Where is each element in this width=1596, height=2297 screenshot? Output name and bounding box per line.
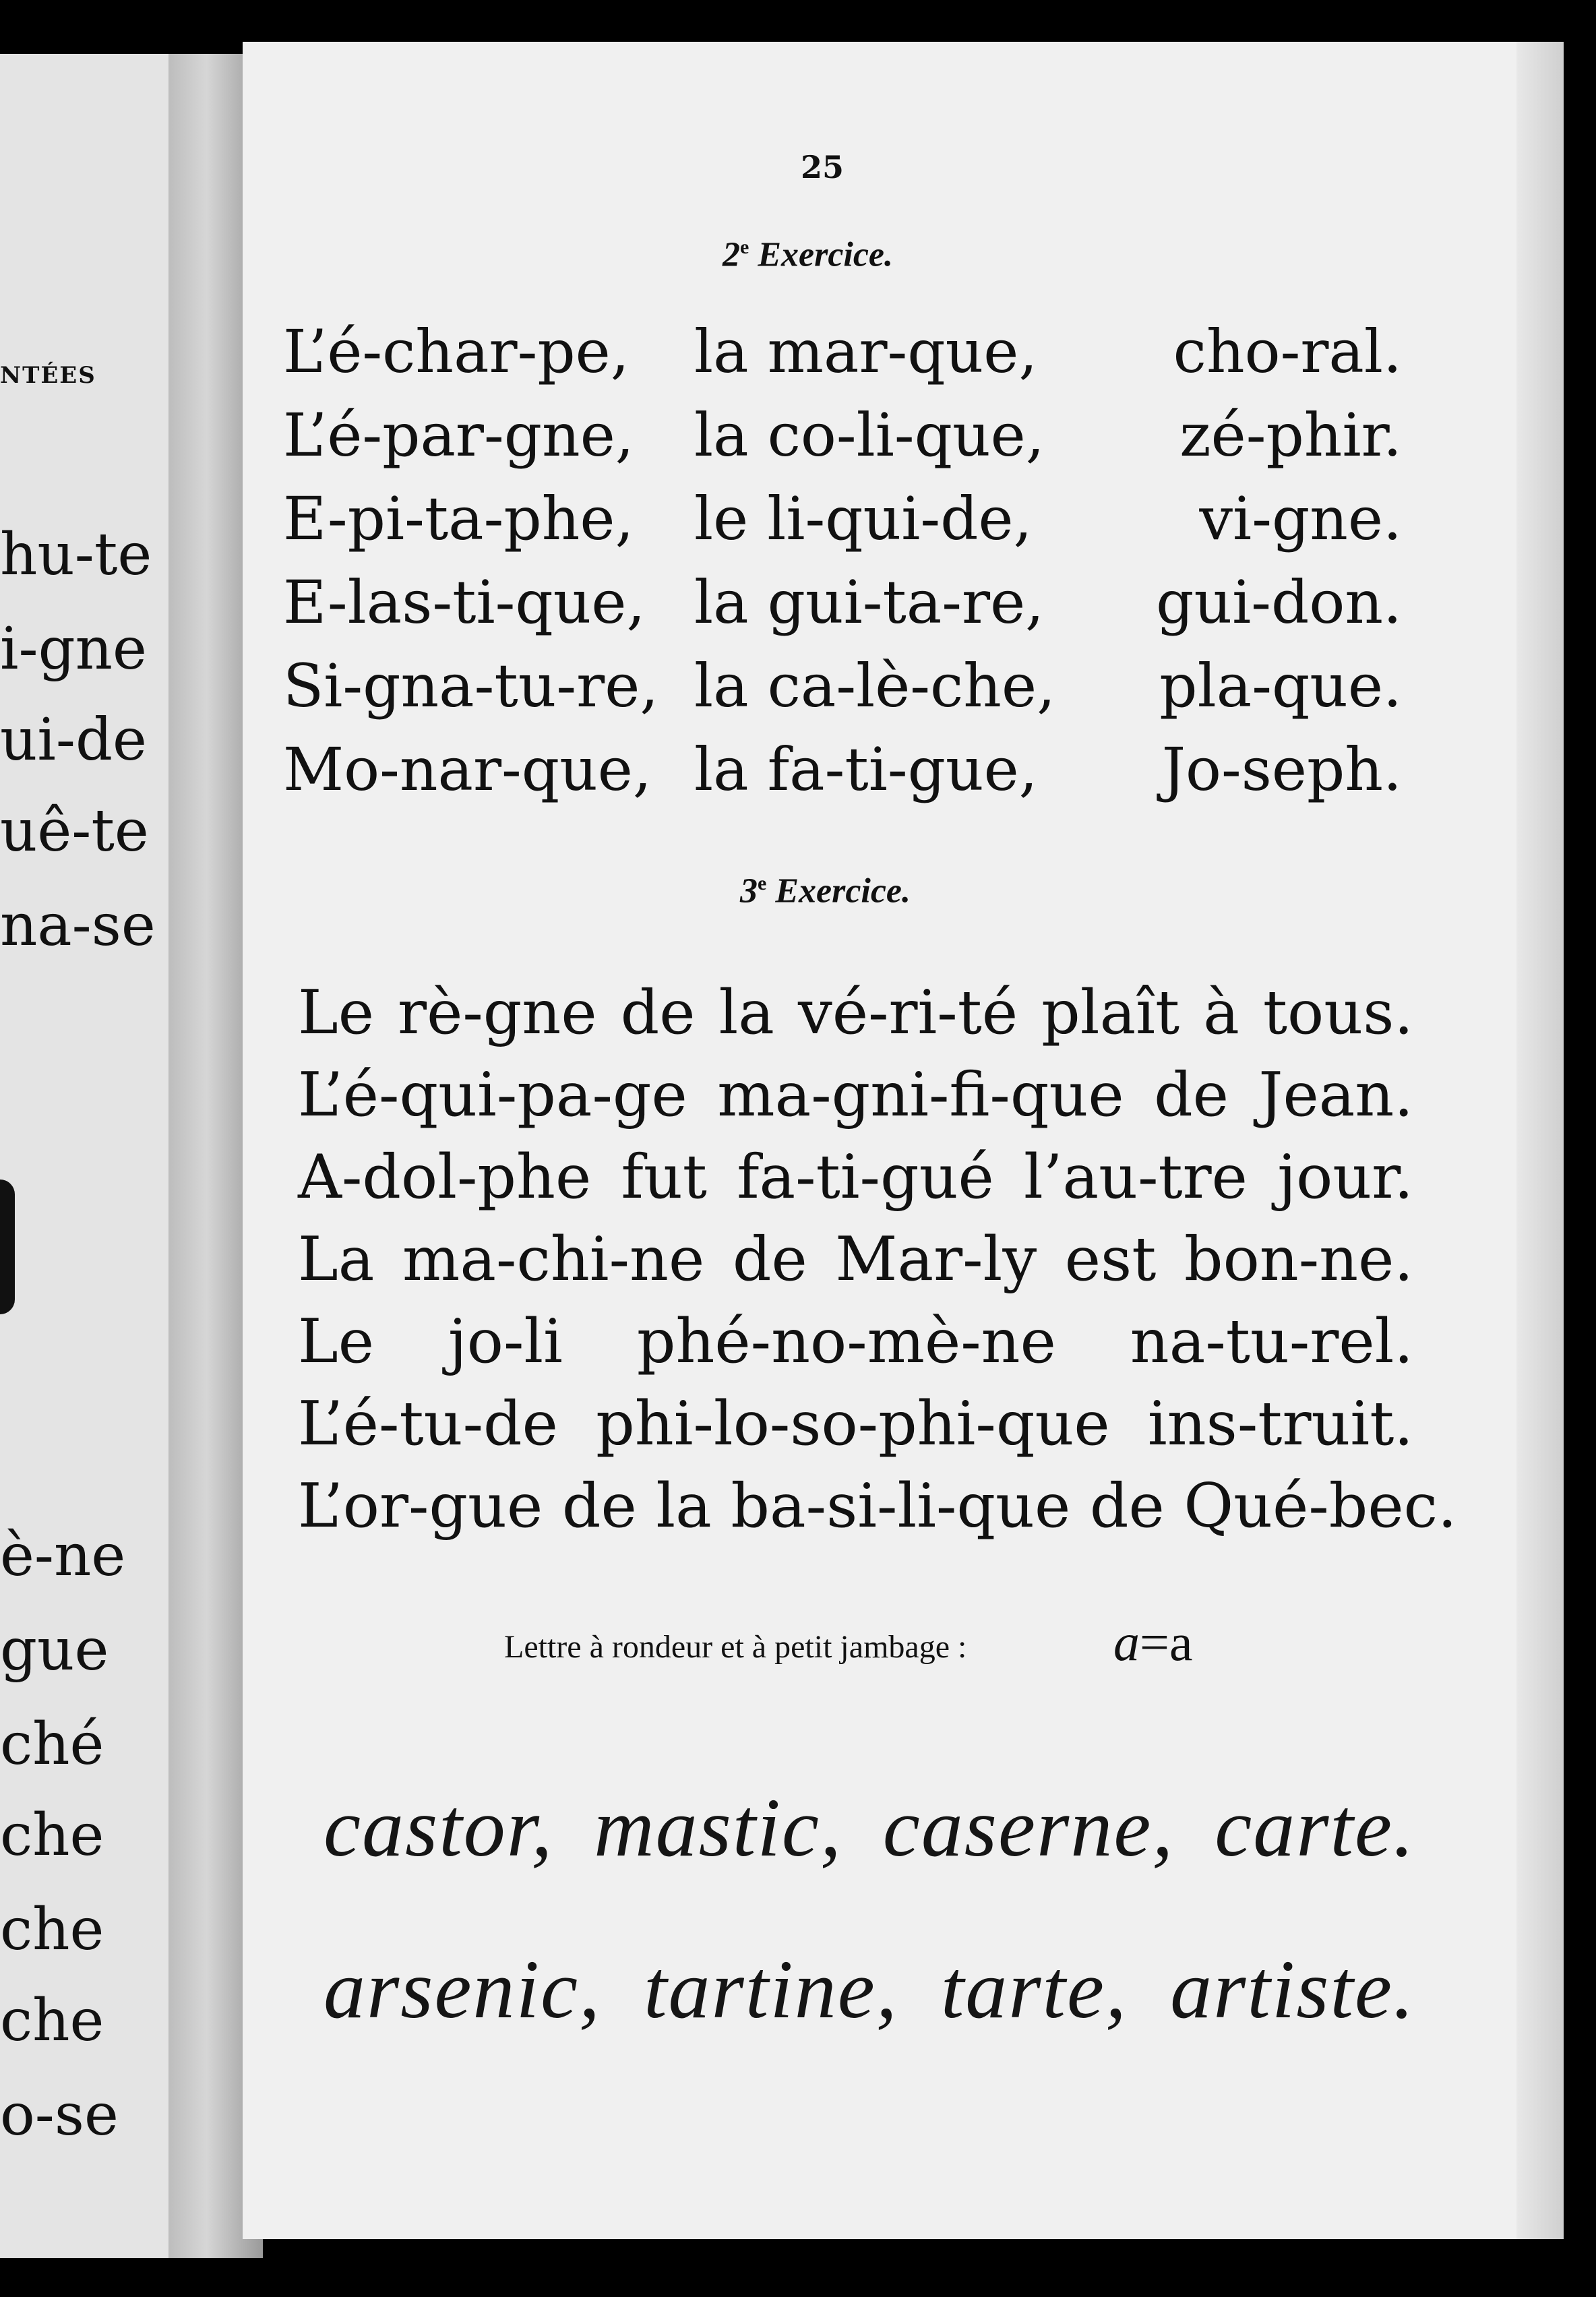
word-cell: L’é-par-gne, — [283, 400, 634, 470]
letter-note-text: Lettre à rondeur et à petit jambage : — [504, 1629, 967, 1665]
word-row — [283, 400, 1402, 480]
left-page-line: che — [0, 1896, 104, 1963]
reading-sentence: Le rè-gne de la vé-ri-té plaît à tous. — [298, 977, 1413, 1048]
word-cell: la mar-que, — [694, 317, 1038, 386]
page-number: 25 — [801, 149, 845, 185]
word-cell: zé-phir. — [1179, 400, 1402, 470]
word-cell: la fa-ti-gue, — [694, 735, 1038, 804]
word-cell: Jo-seph. — [1161, 735, 1402, 804]
page-edge-shadow — [1516, 42, 1564, 2239]
left-page-line: che — [0, 1802, 104, 1869]
word-row — [283, 484, 1402, 563]
left-page-line: che — [0, 1987, 104, 2054]
left-page-fragment — [0, 54, 192, 2258]
reading-sentence: La ma-chi-ne de Mar-ly est bon-ne. — [298, 1224, 1413, 1295]
word-cell: le li-qui-de, — [694, 484, 1033, 553]
word-cell: gui-don. — [1156, 568, 1402, 637]
left-page-line: uê-te — [0, 797, 149, 865]
word-cell: pla-que. — [1159, 651, 1402, 721]
reading-sentence: Le jo-li phé-no-mè-ne na-tu-rel. — [298, 1306, 1413, 1377]
cursive-line: castor, mastic, caserne, carte. — [324, 1781, 1415, 1874]
left-page-illustration-fragment — [0, 1180, 15, 1314]
word-row — [283, 651, 1402, 731]
script-letter: a — [1113, 1613, 1140, 1672]
word-cell: cho-ral. — [1173, 317, 1402, 386]
word-row — [283, 735, 1402, 814]
word-cell: E-pi-ta-phe, — [283, 484, 634, 553]
exercise-2-title: Exercice. — [758, 235, 894, 274]
word-cell: la gui-ta-re, — [694, 568, 1045, 637]
exercise-3-title: Exercice. — [775, 871, 911, 911]
left-page-line: hu-te — [0, 521, 152, 588]
word-row — [283, 317, 1402, 396]
left-page-line: è-ne — [0, 1522, 126, 1589]
left-page-line: na-se — [0, 892, 156, 959]
word-cell: la co-li-que, — [694, 400, 1045, 470]
word-row — [283, 568, 1402, 647]
word-cell: la ca-lè-che, — [694, 651, 1056, 721]
cursive-line: arsenic, tartine, tarte, artiste. — [324, 1943, 1415, 2035]
word-cell: L’é-char-pe, — [283, 317, 630, 386]
left-page-line: o-se — [0, 2081, 119, 2149]
exercise-2-heading — [723, 237, 893, 272]
equals-sign: = — [1140, 1613, 1169, 1672]
exercise-2-ordinal-suffix: e — [740, 236, 749, 258]
word-cell: Si-gna-tu-re, — [283, 651, 659, 721]
left-page-line: gue — [0, 1616, 109, 1684]
left-page-line: i-gne — [0, 615, 147, 683]
print-letter: a — [1169, 1613, 1193, 1672]
exercise-3-ordinal: 3 — [740, 871, 758, 911]
word-cell: E-las-ti-que, — [283, 568, 646, 637]
letter-sample — [1113, 1613, 1193, 1672]
left-page-line: ui-de — [0, 706, 147, 774]
left-page-heading-fragment: NTÉES — [0, 362, 96, 389]
exercise-2-ordinal: 2 — [723, 235, 740, 274]
reading-sentence: L’é-tu-de phi-lo-so-phi-que ins-truit. — [298, 1388, 1413, 1459]
word-cell: vi-gne. — [1199, 484, 1402, 553]
exercise-3-ordinal-suffix: e — [758, 872, 767, 894]
reading-sentence: L’é-qui-pa-ge ma-gni-fi-que de Jean. — [298, 1060, 1413, 1130]
reading-sentence: A-dol-phe fut fa-ti-gué l’au-tre jour. — [298, 1142, 1413, 1213]
exercise-3-heading — [740, 871, 911, 911]
reading-sentence: L’or-gue de la ba-si-li-que de Qué-bec. — [298, 1471, 1457, 1541]
left-page-line: ché — [0, 1711, 104, 1778]
word-cell: Mo-nar-que, — [283, 735, 652, 804]
